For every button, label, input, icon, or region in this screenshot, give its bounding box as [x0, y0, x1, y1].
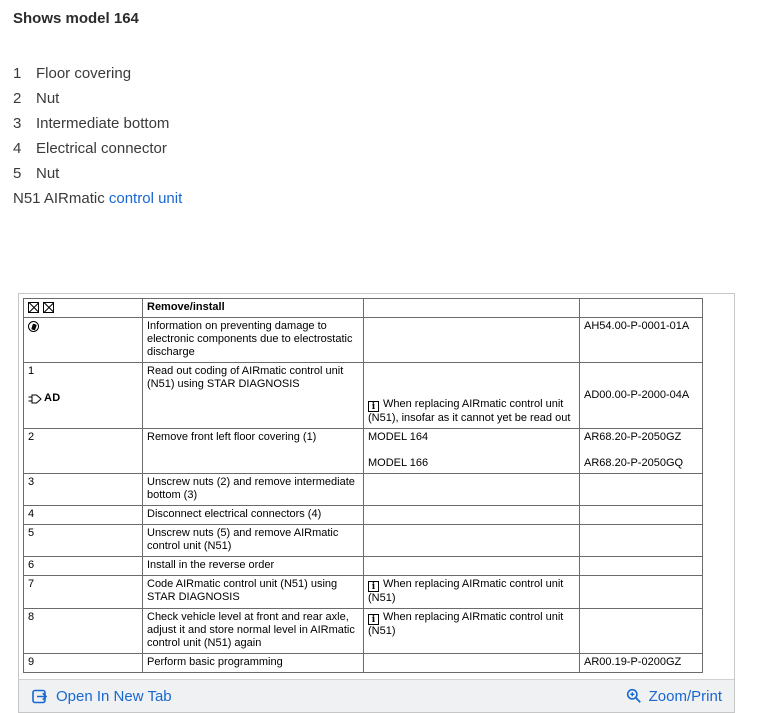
info-icon [368, 401, 379, 412]
step-number: 8 [24, 609, 143, 654]
code-cell [580, 609, 703, 654]
parts-legend [13, 61, 758, 186]
open-in-new-icon [32, 689, 49, 704]
table-row-8 [24, 609, 703, 654]
step-number: 7 [24, 576, 143, 609]
legend-number: 5 [13, 165, 22, 182]
table-row-2 [24, 429, 703, 474]
table-row-6 [24, 557, 703, 576]
note-cell [364, 525, 580, 557]
task-cell: Unscrew nuts (2) and remove intermediate bottom (3) [143, 474, 364, 506]
note-text: When replacing AIRmatic control unit (N51), insofar as it cannot yet be read out [368, 398, 571, 424]
document-viewer [18, 293, 735, 713]
legend-label: Nut [36, 90, 60, 107]
zoom-plus-icon [626, 688, 642, 704]
connector-icon [28, 394, 42, 404]
step-number: 3 [24, 474, 143, 506]
open-in-new-tab-label: Open In New Tab [56, 687, 172, 705]
model-label: MODEL 164 [368, 431, 429, 443]
step-number: 2 [24, 429, 143, 474]
code-cell [580, 429, 703, 474]
component-prefix: N51 AIRmatic [13, 190, 109, 207]
step-number: 1 [28, 365, 35, 377]
model-label: MODEL 166 [368, 457, 429, 469]
legend-item [13, 86, 758, 111]
page-title: Shows model 164 [13, 10, 139, 27]
legend-item [13, 136, 758, 161]
legend-number: 1 [13, 65, 22, 82]
install-direction-icon [43, 302, 54, 313]
note-cell [364, 654, 580, 673]
task-cell: Remove front left floor covering (1) [143, 429, 364, 474]
legend-number: 3 [13, 115, 22, 132]
task-cell: Perform basic programming [143, 654, 364, 673]
code-cell [580, 474, 703, 506]
task-cell: Information on preventing damage to electronic components due to electrostatic discharge [143, 318, 364, 363]
task-cell: Read out coding of AIRmatic control unit (N51) using STAR DIAGNOSIS [143, 363, 364, 429]
code-cell: AR00.19-P-0200GZ [580, 654, 703, 673]
remove-direction-icon [28, 302, 39, 313]
code-cell [580, 557, 703, 576]
step-number: 9 [24, 654, 143, 673]
task-cell: Disconnect electrical connectors (4) [143, 506, 364, 525]
doc-code: AR68.20-P-2050GQ [584, 457, 684, 469]
code-cell [580, 576, 703, 609]
column-header: Remove/install [143, 299, 364, 318]
symbol-label: AD [44, 392, 61, 404]
note-cell [364, 429, 580, 474]
viewer-toolbar [19, 679, 734, 712]
document-header [0, 0, 758, 211]
table-header-row [24, 299, 703, 318]
note-cell [364, 299, 580, 318]
note-cell [364, 557, 580, 576]
legend-item [13, 161, 758, 186]
note-cell [364, 363, 580, 429]
note-cell [364, 318, 580, 363]
table-row-7 [24, 576, 703, 609]
table-area [19, 294, 734, 679]
legend-number: 2 [13, 90, 22, 107]
info-icon [368, 581, 379, 592]
legend-label: Floor covering [36, 65, 132, 82]
code-cell: AH54.00-P-0001-01A [580, 318, 703, 363]
table-row-1 [24, 363, 703, 429]
table-row-3 [24, 474, 703, 506]
legend-label: Intermediate bottom [36, 115, 170, 132]
code-cell [580, 525, 703, 557]
zoom-print-button[interactable] [626, 688, 722, 705]
legend-item [13, 61, 758, 86]
task-cell: Unscrew nuts (5) and remove AIRmatic control unit (N51) [143, 525, 364, 557]
symbol-cell [24, 318, 143, 363]
step-number: 5 [24, 525, 143, 557]
table-row-esd [24, 318, 703, 363]
step-cell [24, 363, 143, 429]
table-row-4 [24, 506, 703, 525]
zoom-print-label: Zoom/Print [648, 687, 722, 705]
note-cell [364, 576, 580, 609]
legend-label: Electrical connector [36, 140, 167, 157]
task-cell: Install in the reverse order [143, 557, 364, 576]
task-cell: Code AIRmatic control unit (N51) using STAR DIAGNOSIS [143, 576, 364, 609]
star-diagnosis-symbol [28, 392, 138, 405]
step-number: 6 [24, 557, 143, 576]
code-cell [580, 506, 703, 525]
esd-warning-icon [28, 321, 39, 332]
control-unit-link[interactable]: control unit [108, 190, 183, 207]
procedure-table [23, 298, 703, 673]
info-icon [368, 614, 379, 625]
doc-code: AR68.20-P-2050GZ [584, 431, 682, 443]
direction-symbols-cell [24, 299, 143, 318]
legend-number: 4 [13, 140, 22, 157]
note-cell [364, 474, 580, 506]
legend-item [13, 111, 758, 136]
component-line [13, 186, 758, 211]
table-row-9 [24, 654, 703, 673]
open-in-new-tab-button[interactable] [32, 688, 172, 705]
code-cell: AD00.00-P-2000-04A [580, 363, 703, 429]
task-cell: Check vehicle level at front and rear axle, adjust it and store normal level in AIRmatic control unit (N51) again [143, 609, 364, 654]
note-text: When replacing AIRmatic control unit (N51) [368, 611, 564, 637]
legend-label: Nut [36, 165, 60, 182]
note-text: When replacing AIRmatic control unit (N51) [368, 578, 564, 604]
note-cell [364, 506, 580, 525]
table-row-5 [24, 525, 703, 557]
note-cell [364, 609, 580, 654]
code-cell [580, 299, 703, 318]
step-number: 4 [24, 506, 143, 525]
